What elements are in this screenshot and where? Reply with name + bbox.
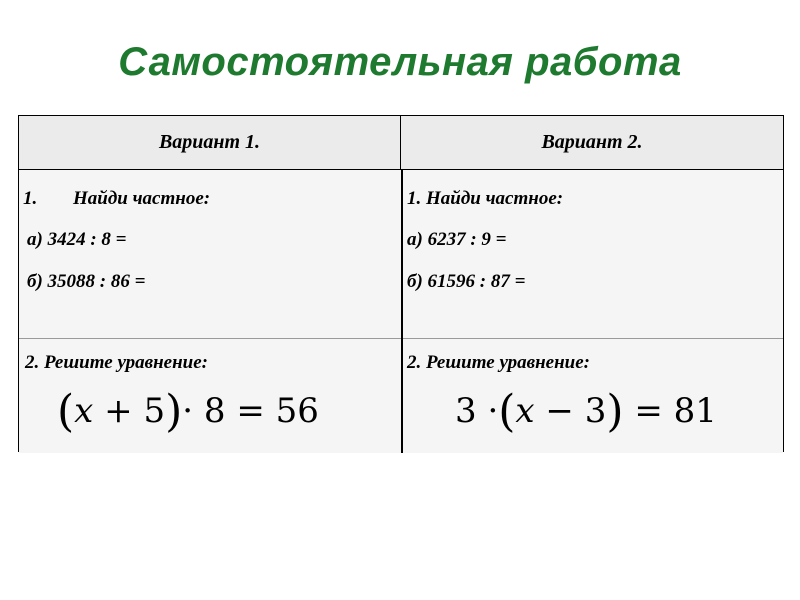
v2-task1-b: б) 61596 : 87 =	[407, 271, 526, 292]
v1-equation	[57, 386, 319, 437]
v1-eq-close-paren: )	[165, 386, 183, 437]
v2-eq-open-paren: (	[498, 386, 516, 437]
v2-eq-variable: x	[515, 391, 535, 431]
v1-task2-title: 2. Решите уравнение:	[25, 352, 208, 373]
v1-eq-variable: x	[74, 391, 94, 431]
v1-eq-open-paren: (	[57, 386, 75, 437]
tasks-table	[18, 115, 784, 452]
v2-task2-title: 2. Решите уравнение:	[407, 352, 590, 373]
v2-task1-a: а) 6237 : 9 =	[407, 229, 507, 250]
v2-eq-inner: − 3	[534, 391, 607, 431]
v1-task1-a: а) 3424 : 8 =	[27, 229, 127, 250]
table-header-row	[19, 116, 783, 170]
v2-task1-title: 1. Найди частное:	[407, 188, 564, 209]
v1-task1-b: б) 35088 : 86 =	[27, 271, 146, 292]
v2-eq-rest: = 81	[623, 391, 717, 431]
v1-task1-title: Найди частное:	[73, 188, 211, 209]
header-variant-1: Вариант 1.	[19, 116, 401, 169]
v2-eq-prefix: 3 ·	[455, 391, 499, 431]
page-title: Самостоятельная работа	[118, 40, 682, 84]
v2-equation	[455, 386, 717, 437]
header-variant-2: Вариант 2.	[541, 131, 643, 153]
column-divider	[401, 170, 403, 453]
v1-task1-number: 1.	[23, 188, 38, 209]
v2-eq-close-paren: )	[606, 386, 624, 437]
v1-eq-inner: + 5	[93, 391, 166, 431]
v1-eq-rest: · 8 = 56	[182, 391, 319, 431]
